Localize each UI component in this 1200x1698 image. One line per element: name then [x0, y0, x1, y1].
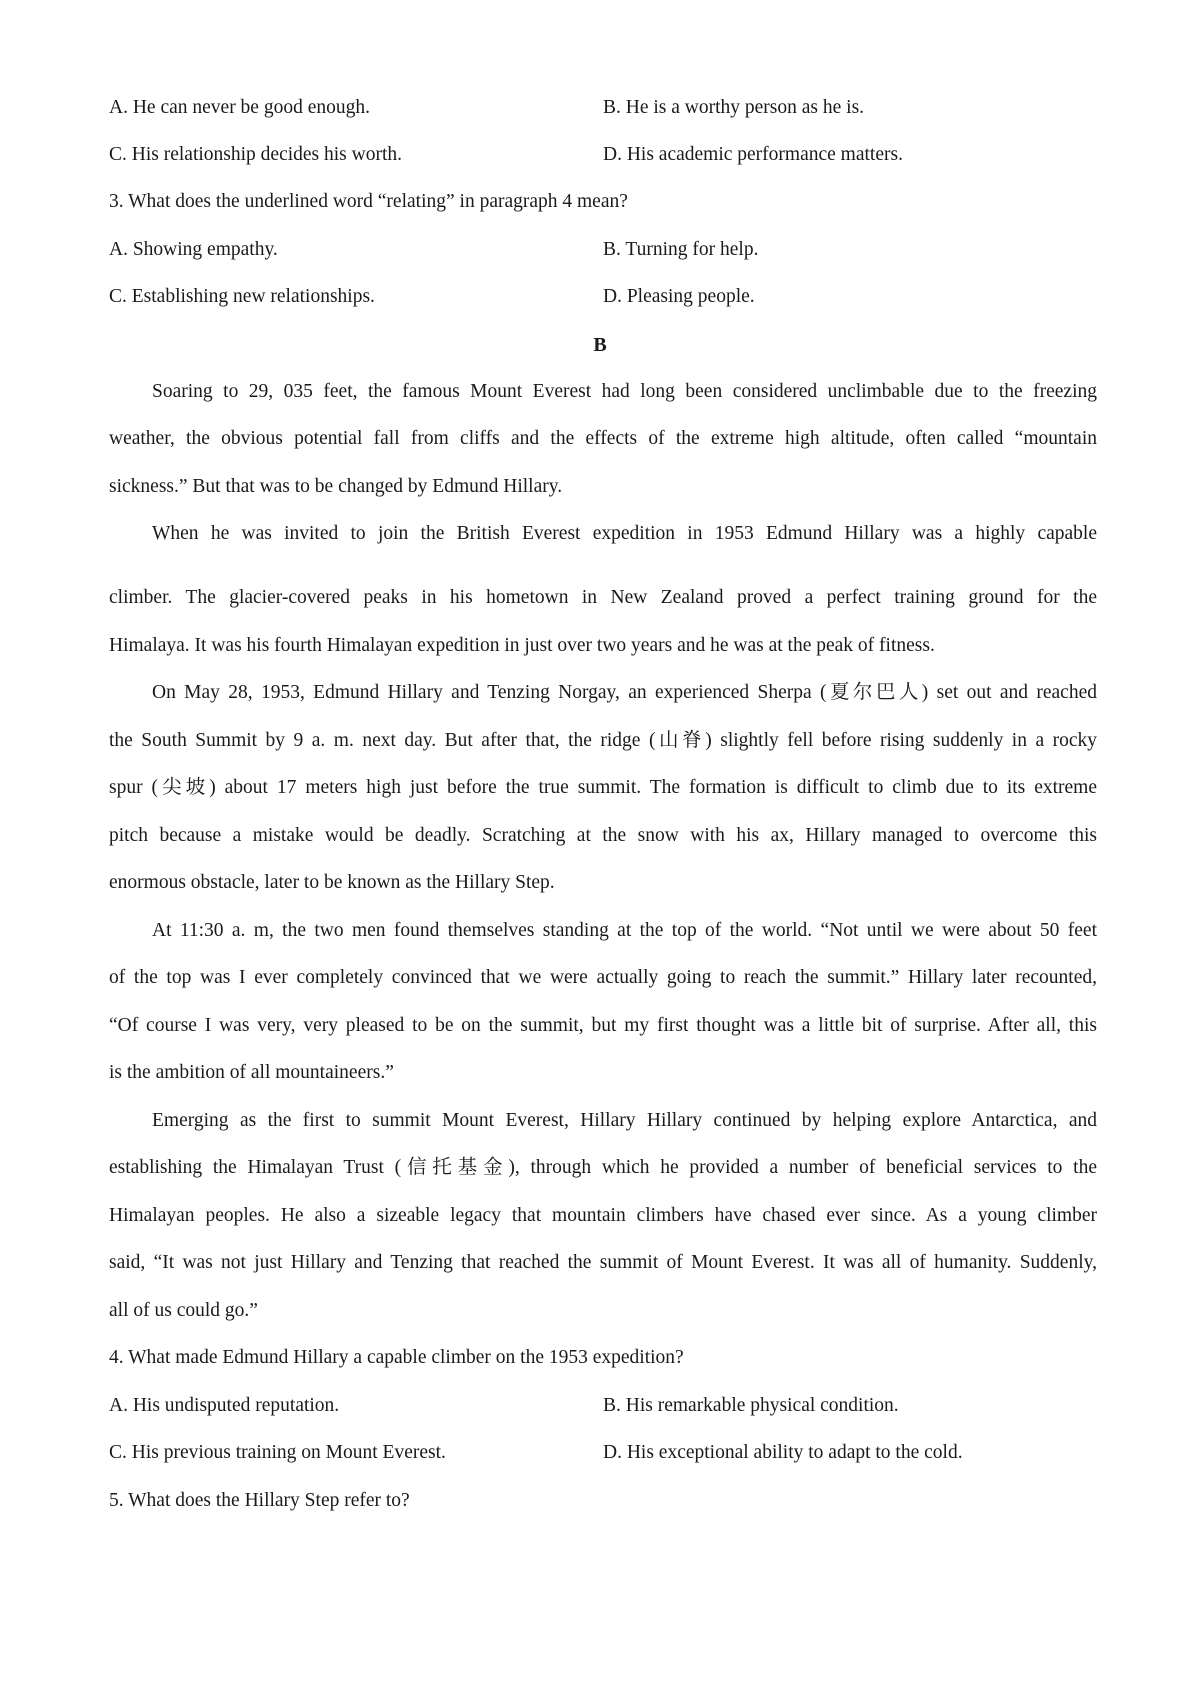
passage-line: spur (尖坡) about 17 meters high just before the true summit. The formation is difficult to climb due to its extreme [109, 777, 1097, 798]
passage-line: weather, the obvious potential fall from cliffs and the effects of the extreme high altitude, often called “mountain [109, 428, 1097, 449]
q3-option-c: C. Establishing new relationships. [109, 286, 375, 307]
q5-question: 5. What does the Hillary Step refer to? [109, 1490, 410, 1511]
section-heading: B [593, 334, 607, 356]
passage-line: said, “It was not just Hillary and Tenzing that reached the summit of Mount Everest. It was all of humanity. Suddenly, [109, 1252, 1097, 1273]
q4-option-d: D. His exceptional ability to adapt to the cold. [603, 1442, 963, 1463]
passage-line: Soaring to 29, 035 feet, the famous Mount Everest had long been considered unclimbable due to the freezing [152, 381, 1097, 402]
passage-line: enormous obstacle, later to be known as the Hillary Step. [109, 872, 555, 893]
passage-line: At 11:30 a. m, the two men found themselves standing at the top of the world. “Not until we were about 50 feet [152, 920, 1097, 941]
q3-question: 3. What does the underlined word “relating” in paragraph 4 mean? [109, 191, 628, 212]
passage-line: all of us could go.” [109, 1300, 258, 1321]
passage-line: Emerging as the first to summit Mount Everest, Hillary Hillary continued by helping explore Antarctica, and [152, 1110, 1097, 1131]
passage-line: sickness.” But that was to be changed by Edmund Hillary. [109, 476, 563, 497]
passage-line: climber. The glacier-covered peaks in his hometown in New Zealand proved a perfect training ground for the [109, 587, 1097, 608]
passage-line: On May 28, 1953, Edmund Hillary and Tenzing Norgay, an experienced Sherpa (夏尔巴人) set out and reached [152, 682, 1097, 703]
q3-option-d: D. Pleasing people. [603, 286, 755, 307]
q4-option-b: B. His remarkable physical condition. [603, 1395, 899, 1416]
passage-line: is the ambition of all mountaineers.” [109, 1062, 394, 1083]
q4-option-c: C. His previous training on Mount Everest. [109, 1442, 446, 1463]
q3-option-b: B. Turning for help. [603, 239, 759, 260]
q4-question: 4. What made Edmund Hillary a capable climber on the 1953 expedition? [109, 1347, 684, 1368]
passage-line: Himalayan peoples. He also a sizeable legacy that mountain climbers have chased ever since. As a young climber [109, 1205, 1097, 1226]
q2-option-a: A. He can never be good enough. [109, 97, 370, 118]
passage-line: of the top was I ever completely convinced that we were actually going to reach the summit.” Hillary later recounted, [109, 967, 1097, 988]
passage-line: the South Summit by 9 a. m. next day. But after that, the ridge (山脊) slightly fell before rising suddenly in a rocky [109, 730, 1097, 751]
passage-line: pitch because a mistake would be deadly. Scratching at the snow with his ax, Hillary managed to overcome this [109, 825, 1097, 846]
passage-line: When he was invited to join the British Everest expedition in 1953 Edmund Hillary was a highly capable [152, 523, 1097, 544]
q2-option-c: C. His relationship decides his worth. [109, 144, 403, 165]
q3-option-a: A. Showing empathy. [109, 239, 278, 260]
passage-line: establishing the Himalayan Trust (信托基金), through which he provided a number of beneficial services to the [109, 1157, 1097, 1178]
q4-option-a: A. His undisputed reputation. [109, 1395, 340, 1416]
q2-option-b: B. He is a worthy person as he is. [603, 97, 865, 118]
q2-option-d: D. His academic performance matters. [603, 144, 903, 165]
passage-line: Himalaya. It was his fourth Himalayan expedition in just over two years and he was at the peak of fitness. [109, 635, 935, 656]
passage-line: “Of course I was very, very pleased to be on the summit, but my first thought was a little bit of surprise. After all, this [109, 1015, 1097, 1036]
